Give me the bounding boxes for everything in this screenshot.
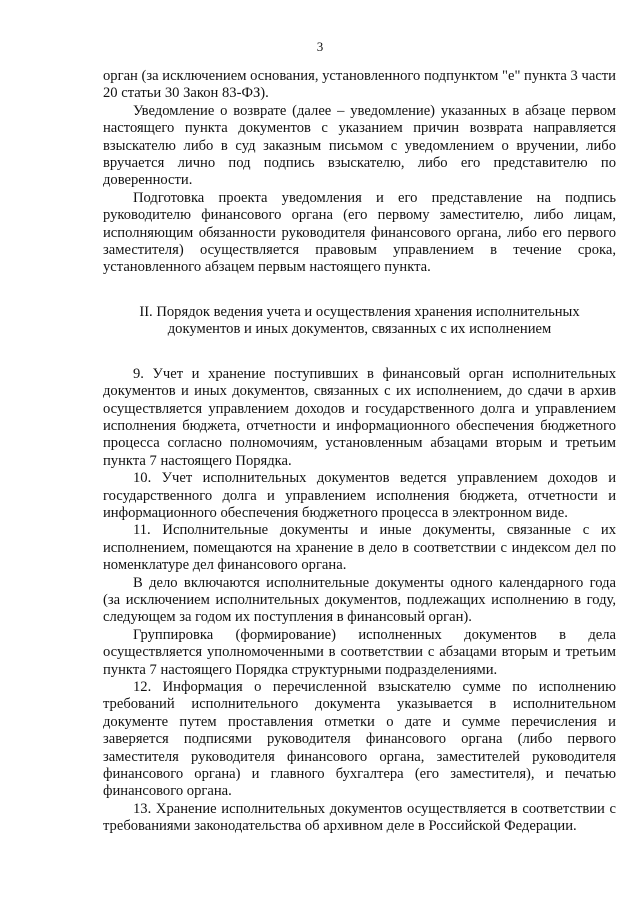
paragraph-notification-preparation: Подготовка проекта уведомления и его представление на подпись руководителю финансового органа (его первому заместителю, либо лицам, исполняющим обязанности руководителя финансового органа, либо его первого заместителя) осуществляется правовым управлением в течение срока, установленного абзацем первым настоящего пункта. bbox=[103, 189, 616, 276]
paragraph-continuation: орган (за исключением основания, установленного подпунктом "е" пункта 3 части 20 статьи 30 Закон 83-ФЗ). bbox=[103, 68, 616, 102]
paragraph-item-12: 12. Информация о перечисленной взыскателю сумме по исполнению требований исполнительного документа указывается в исполнительном документе путем проставления отметки о дате и сумме перечисления и заверяется подписями руководителя финансового органа (либо первого заместителя руководителя финансового органа, заместителей руководителя финансового органа) и главного бухгалтера (его заместителя), и печатью финансового органа. bbox=[103, 679, 616, 800]
paragraph-notification: Уведомление о возврате (далее – уведомление) указанных в абзаце первом настоящего пункта документов с указанием причин возврата направляется взыскателю либо в суд заказным письмом с уведомлением о вручении, либо вручается лично под подпись взыскателю, либо его представителю по доверенности. bbox=[103, 102, 616, 189]
document-body bbox=[103, 68, 616, 836]
paragraph-item-11-grouping: Группировка (формирование) исполненных документов в дела осуществляется уполномоченными в соответствии с абзацами вторым и третьим пункта 7 настоящего Порядка структурными подразделениями. bbox=[103, 626, 616, 678]
paragraph-item-10: 10. Учет исполнительных документов ведется управлением доходов и государственного долга и управлением исполнения бюджета, отчетности и информационного обеспечения бюджетного процесса в электронном виде. bbox=[103, 470, 616, 521]
paragraph-item-13: 13. Хранение исполнительных документов осуществляется в соответствии с требованиями законодательства об архивном деле в Российской Федерации. bbox=[103, 800, 616, 835]
page-number: 3 bbox=[316, 39, 324, 54]
paragraph-item-9: 9. Учет и хранение поступивших в финансовый орган исполнительных документов и иных документов, связанных с их исполнением, до сдачи в архив осуществляется управлением доходов и государственного долга и управлением исполнения бюджета, отчетности и информационного обеспечения бюджетного процесса согласно полномочиям, установленным абзацами вторым и третьим пункта 7 настоящего Порядка. bbox=[103, 365, 616, 469]
paragraph-item-11-case-inclusion: В дело включаются исполнительные документы одного календарного года (за исключением исполнительных документов, подлежащих исполнению в году, следующем за годом их поступления в финансовый орган). bbox=[103, 574, 616, 626]
paragraph-item-11: 11. Исполнительные документы и иные документы, связанные с их исполнением, помещаются на хранение в дело в соответствии с индексом дел по номенклатуре дел финансового органа. bbox=[103, 522, 616, 574]
section-heading: II. Порядок ведения учета и осуществления хранения исполнительных документов и иных документов, связанных с их исполнением bbox=[139, 303, 580, 338]
